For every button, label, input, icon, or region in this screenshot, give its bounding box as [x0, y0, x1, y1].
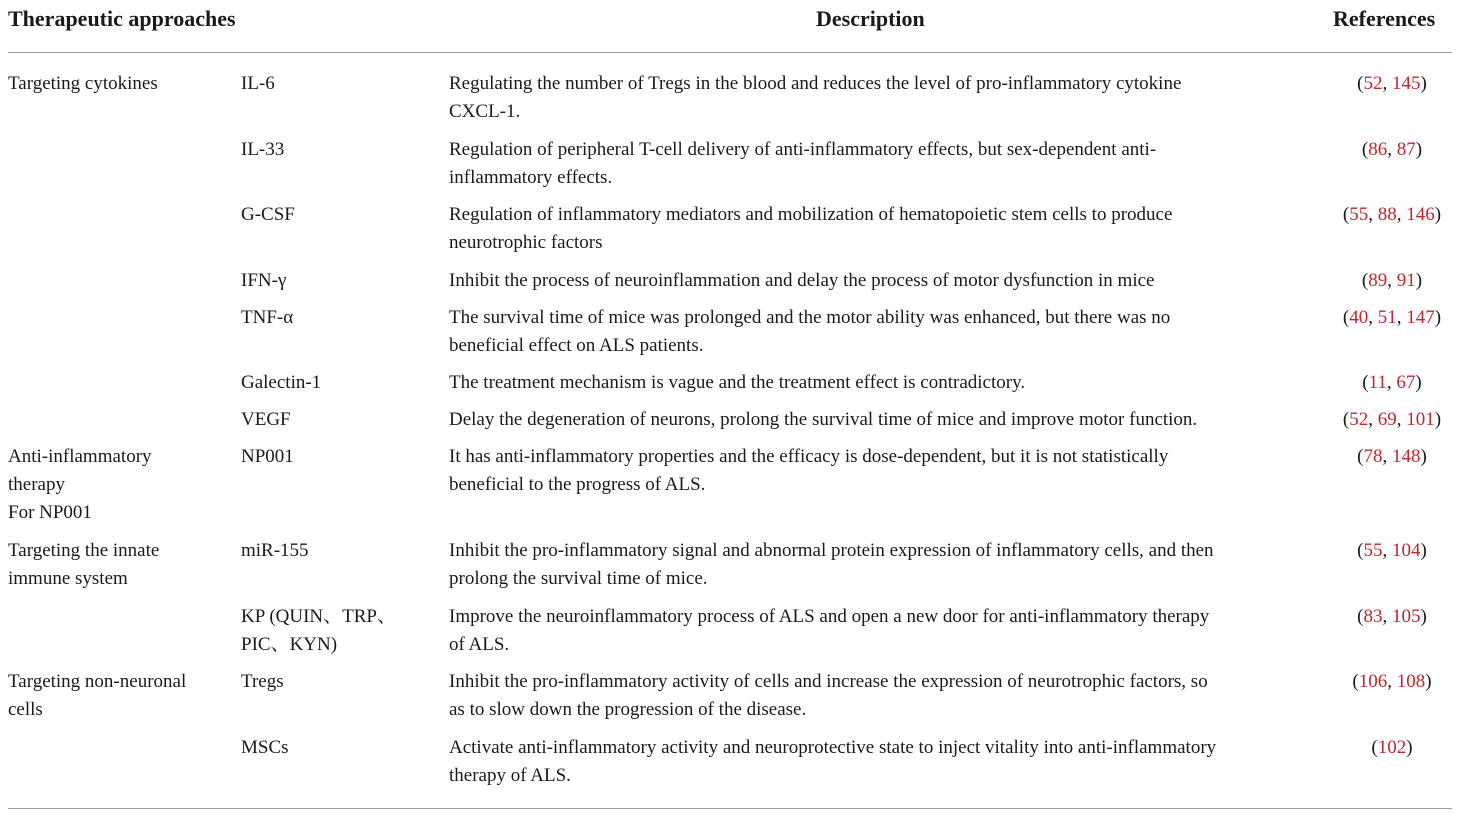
- row-target: IL-6: [241, 73, 275, 94]
- reference-link[interactable]: 78: [1363, 446, 1383, 467]
- row-references: (52, 69, 101): [1342, 409, 1442, 430]
- row-target: NP001: [241, 446, 294, 467]
- reference-link[interactable]: 83: [1363, 606, 1383, 627]
- reference-link[interactable]: 69: [1377, 409, 1397, 430]
- group-label-non-neuronal: Targeting non-neuronal cells: [8, 671, 187, 720]
- row-references: (55, 104): [1357, 540, 1427, 561]
- reference-link[interactable]: 52: [1363, 73, 1383, 94]
- therapeutic-approaches-table: [8, 0, 1452, 818]
- header-rule: [8, 52, 1452, 53]
- row-references: (55, 88, 146): [1342, 204, 1442, 225]
- group-label-anti-inflammatory: Anti-inflammatory therapy For NP001: [8, 446, 152, 523]
- row-description: Activate anti-inflammatory activity and neuroprotective state to inject vitality into anti-inflammatory therapy of ALS.: [449, 737, 1217, 786]
- reference-link[interactable]: 51: [1377, 307, 1397, 328]
- reference-link[interactable]: 89: [1368, 270, 1388, 291]
- row-description: Delay the degeneration of neurons, prolong the survival time of mice and improve motor function.: [449, 409, 1198, 430]
- reference-link[interactable]: 55: [1349, 204, 1369, 225]
- reference-link[interactable]: 91: [1396, 270, 1416, 291]
- header-description: Description: [816, 6, 925, 31]
- reference-link[interactable]: 40: [1349, 307, 1369, 328]
- row-target: VEGF: [241, 409, 291, 430]
- row-target: miR-155: [241, 540, 309, 561]
- row-target: Galectin-1: [241, 372, 322, 393]
- row-description: Inhibit the pro-inflammatory activity of cells and increase the expression of neurotrophic factors, so as to slow down the progression of the disease.: [449, 671, 1208, 720]
- row-references: (40, 51, 147): [1342, 307, 1442, 328]
- row-description: Regulation of inflammatory mediators and mobilization of hematopoietic stem cells to produce neurotrophic factors: [449, 204, 1173, 253]
- row-description: The survival time of mice was prolonged and the motor ability was enhanced, but there was no beneficial effect on ALS patients.: [449, 307, 1171, 356]
- reference-link[interactable]: 104: [1392, 540, 1421, 561]
- reference-link[interactable]: 52: [1349, 409, 1369, 430]
- row-target: MSCs: [241, 737, 289, 758]
- row-description: The treatment mechanism is vague and the treatment effect is contradictory.: [449, 372, 1026, 393]
- header-therapeutic-approaches: Therapeutic approaches: [8, 6, 236, 31]
- reference-link[interactable]: 86: [1368, 139, 1388, 160]
- row-description: Inhibit the process of neuroinflammation and delay the process of motor dysfunction in mice: [449, 270, 1155, 291]
- row-references: (83, 105): [1357, 606, 1427, 627]
- row-target: KP (QUIN、TRP、 PIC、KYN): [241, 606, 396, 655]
- reference-link[interactable]: 147: [1406, 307, 1435, 328]
- row-references: (106, 108): [1352, 671, 1432, 692]
- row-target: IL-33: [241, 139, 285, 160]
- reference-link[interactable]: 88: [1377, 204, 1397, 225]
- reference-link[interactable]: 146: [1406, 204, 1435, 225]
- row-references: (78, 148): [1357, 446, 1427, 467]
- reference-link[interactable]: 11: [1368, 372, 1387, 393]
- reference-link[interactable]: 108: [1396, 671, 1426, 692]
- row-description: Inhibit the pro-inflammatory signal and abnormal protein expression of inflammatory cells, and then prolong the survival time of mice.: [449, 540, 1214, 589]
- group-label-innate-immune: Targeting the innate immune system: [8, 540, 160, 589]
- row-description: Regulating the number of Tregs in the blood and reduces the level of pro-inflammatory cytokine CXCL-1.: [449, 73, 1182, 122]
- row-description: Improve the neuroinflammatory process of ALS and open a new door for anti-inflammatory therapy of ALS.: [449, 606, 1210, 655]
- row-target: Tregs: [241, 671, 284, 692]
- reference-link[interactable]: 101: [1406, 409, 1435, 430]
- reference-link[interactable]: 102: [1377, 737, 1407, 758]
- row-target: IFN-γ: [241, 270, 287, 291]
- group-label-cytokines: Targeting cytokines: [8, 73, 158, 94]
- reference-link[interactable]: 148: [1392, 446, 1421, 467]
- reference-link[interactable]: 87: [1396, 139, 1416, 160]
- row-target: TNF-α: [241, 307, 294, 328]
- row-references: (102): [1371, 737, 1413, 758]
- reference-link[interactable]: 67: [1396, 372, 1416, 393]
- reference-link[interactable]: 105: [1392, 606, 1421, 627]
- reference-link[interactable]: 106: [1358, 671, 1388, 692]
- row-description: Regulation of peripheral T-cell delivery of anti-inflammatory effects, but sex-dependent anti- inflammatory effects.: [449, 139, 1157, 188]
- row-references: (52, 145): [1357, 73, 1427, 94]
- header-references: References: [1333, 6, 1436, 31]
- row-references: (11, 67): [1362, 372, 1422, 393]
- reference-link[interactable]: 55: [1363, 540, 1383, 561]
- row-description: It has anti-inflammatory properties and the efficacy is dose-dependent, but it is not statistically beneficial to the progress of ALS.: [449, 446, 1169, 495]
- bottom-rule: [8, 808, 1452, 809]
- row-target: G-CSF: [241, 204, 295, 225]
- reference-link[interactable]: 145: [1392, 73, 1421, 94]
- row-references: (86, 87): [1361, 139, 1423, 160]
- row-references: (89, 91): [1361, 270, 1423, 291]
